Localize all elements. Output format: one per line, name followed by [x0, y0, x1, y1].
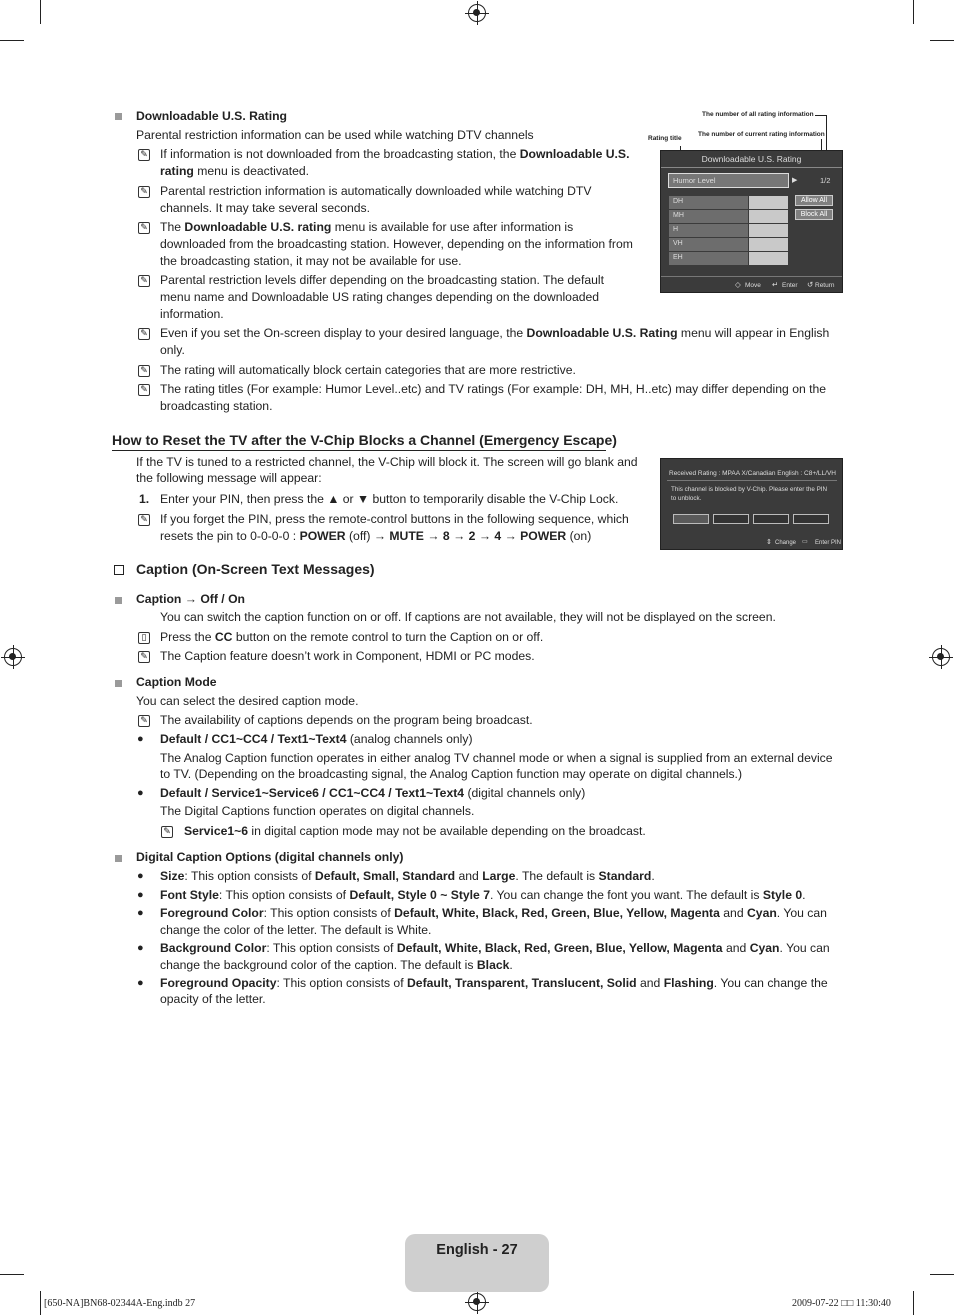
analog-caption-text: The Analog Caption function operates in either analog TV channel mode or when a signal is supplied from an external device [160, 751, 833, 765]
analog-caption-text-cont: to TV. (Depending on the broadcasting signal, the Analog Caption function may operate on digital channels.) [160, 767, 743, 781]
checkbox-icon [114, 565, 124, 575]
step-text: Enter your PIN, then press the ▲ or ▼ button to temporarily disable the V-Chip Lock. [160, 492, 619, 506]
rating-screen-header: Downloadable U.S. Rating [701, 154, 802, 164]
rating-note-7-cont: broadcasting station. [160, 399, 273, 413]
allow-all-button[interactable]: Allow All [795, 195, 833, 206]
option-background-color: Background Color: This option consists of Default, White, Black, Red, Green, Blue, Yellow, Magenta and Cyan. You can [160, 941, 830, 955]
note-icon: ✎ [138, 384, 150, 396]
component-note: The Caption feature doesn’t work in Component, HDMI or PC modes. [160, 649, 535, 663]
crop-mark [930, 40, 954, 41]
caption-mode-text: You can select the desired caption mode. [136, 694, 359, 708]
rating-cell-h: H [669, 224, 748, 237]
rating-note-5-cont: only. [160, 343, 185, 357]
crop-mark [0, 1274, 24, 1275]
footer-move: Move [745, 282, 761, 289]
blocked-message: This channel is blocked by V-Chip. Please enter the PIN [671, 486, 828, 493]
option-background-color-cont: change the background color of the caption. The default is Black. [160, 958, 513, 972]
rating-note-4: Parental restriction levels differ depending on the broadcasting station. The default [160, 273, 604, 287]
square-bullet-icon [115, 680, 122, 687]
step-number: 1. [139, 492, 150, 506]
rating-screen-divider [661, 167, 842, 168]
crop-mark [40, 0, 41, 24]
footer-enter-pin: Enter PIN [815, 540, 842, 546]
crop-mark [0, 40, 24, 41]
callout-all-ratings: The number of all rating information [702, 111, 814, 118]
received-rating: Received Rating : MPAA X/Canadian English : C8+/LL/VH [669, 470, 836, 477]
numpad-icon: ▭ [802, 539, 808, 545]
callout-rating-title: Rating title [648, 135, 682, 142]
rating-note-2-cont: channels. It may take several seconds. [160, 201, 371, 215]
rating-note-7: The rating titles (For example: Humor Level..etc) and TV ratings (For example: DH, MH, H..etc) may differ depending on the [160, 382, 827, 396]
vchip-heading-underline [112, 450, 606, 451]
option-foreground-opacity: Foreground Opacity: This option consists of Default, Transparent, Translucent, Solid and Flashing. You can change the [160, 976, 828, 990]
arrow-right-icon[interactable]: ▶ [792, 177, 798, 184]
remote-icon: ▯ [138, 632, 150, 644]
bullet-icon: ● [137, 870, 144, 882]
rating-lock-cell[interactable] [749, 252, 788, 265]
rating-note-5: Even if you set the On-screen display to your desired language, the Downloadable U.S. Rating menu will appear in English [160, 326, 830, 340]
registration-mark-icon [468, 1293, 486, 1311]
note-icon: ✎ [138, 365, 150, 377]
rating-lock-cell[interactable] [749, 210, 788, 223]
footer-change: Change [775, 540, 797, 546]
caption-onoff-text: You can switch the caption function on or off. If captions are not available, they will not be displayed on the screen. [160, 610, 776, 624]
pin-digit-3[interactable] [753, 514, 789, 524]
bullet-icon: ● [137, 942, 144, 954]
option-foreground-color: Foreground Color: This option consists of Default, White, Black, Red, Green, Blue, Yellow, Magenta and Cyan. You can [160, 906, 827, 920]
vchip-heading: How to Reset the TV after the V-Chip Blocks a Channel (Emergency Escape) [112, 432, 617, 448]
note-icon: ✎ [138, 222, 150, 234]
rating-cell-dh: DH [669, 196, 748, 209]
crop-mark [913, 1291, 914, 1315]
option-foreground-color-cont: change the color of the letter. The default is White. [160, 923, 432, 937]
option-foreground-opacity-cont: opacity of the letter. [160, 992, 266, 1006]
digital-caption-text: The Digital Captions function operates on digital channels. [160, 804, 475, 818]
crop-mark [913, 0, 914, 24]
rating-cell-eh: EH [669, 252, 748, 265]
digital-options-title: Digital Caption Options (digital channels only) [136, 850, 404, 864]
note-icon: ✎ [138, 275, 150, 287]
rating-note-2: Parental restriction information is automatically downloaded while watching DTV [160, 184, 592, 198]
rating-note-6: The rating will automatically block certain categories that are more restrictive. [160, 363, 576, 377]
rating-note-3: The Downloadable U.S. rating menu is available for use after information is [160, 220, 574, 234]
note-icon: ✎ [138, 149, 150, 161]
caption-mode-title: Caption Mode [136, 675, 217, 689]
block-all-button[interactable]: Block All [795, 209, 833, 220]
note-icon: ✎ [138, 715, 150, 727]
rating-lock-cell[interactable] [749, 238, 788, 251]
note-icon: ✎ [161, 826, 173, 838]
square-bullet-icon [115, 597, 122, 604]
rating-note-3-cont: downloaded from the broadcasting station. However, depending on the information from [160, 237, 633, 251]
bullet-icon: ● [137, 787, 144, 799]
bullet-icon: ● [137, 889, 144, 901]
rating-cell-mh: MH [669, 210, 748, 223]
option-font-style: Font Style: This option consists of Default, Style 0 ~ Style 7. You can change the font you want. The default is Style 0. [160, 888, 806, 902]
rating-note-4-cont: information. [160, 307, 224, 321]
callout-current-rating: The number of current rating information [698, 131, 825, 138]
registration-mark-icon [4, 648, 22, 666]
rating-screen [660, 150, 843, 293]
caption-mode-note: The availability of captions depends on the program being broadcast. [160, 713, 533, 727]
option-size: Size: This option consists of Default, Small, Standard and Large. The default is Standard. [160, 869, 655, 883]
crop-mark [930, 1274, 954, 1275]
footer-return: Return [815, 282, 835, 289]
analog-caption-option: Default / CC1~CC4 / Text1~Text4 (analog channels only) [160, 732, 473, 746]
footer-enter: Enter [782, 282, 798, 289]
pin-note: If you forget the PIN, press the remote-control buttons in the following sequence, which [160, 512, 629, 526]
rating-note-3-cont: the broadcasting station, it may not be available for use. [160, 254, 462, 268]
rating-note-1: If information is not downloaded from the broadcasting station, the Downloadable U.S. [160, 147, 630, 161]
blocked-message-cont: to unblock. [671, 495, 702, 502]
rating-cell-vh: VH [669, 238, 748, 251]
humor-level-label: Humor Level [673, 176, 716, 185]
bullet-icon: ● [137, 907, 144, 919]
note-icon: ✎ [138, 328, 150, 340]
caption-onoff-title: Caption → Off / On [136, 592, 245, 606]
note-icon: ✎ [138, 186, 150, 198]
pin-digit-1[interactable] [673, 514, 709, 524]
square-bullet-icon [115, 113, 122, 120]
bullet-icon: ● [137, 977, 144, 989]
print-date: 2009-07-22 □□ 11:30:40 [792, 1298, 891, 1309]
vchip-screen-divider [667, 480, 837, 481]
rating-lock-cell[interactable] [749, 196, 788, 209]
rating-page-counter: 1/2 [820, 176, 831, 185]
move-icon: ◇ [735, 280, 741, 289]
vchip-intro: If the TV is tuned to a restricted channel, the V-Chip will block it. The screen will go blank and [136, 455, 638, 469]
return-icon: ↺ [807, 280, 814, 289]
rating-section-title: Downloadable U.S. Rating [136, 109, 287, 123]
rating-screen-footer-divider [661, 276, 842, 277]
pin-sequence: resets the pin to 0-0-0-0 : POWER (off) → MUTE → 8 → 2 → 4 → POWER (on) [160, 529, 592, 543]
file-name: [650-NA]BN68-02344A-Eng.indb 27 [44, 1298, 196, 1309]
registration-mark-icon [468, 4, 486, 22]
updown-icon: ⇕ [766, 539, 772, 546]
enter-icon: ↵ [772, 280, 779, 289]
rating-note-4-cont: menu name and Downloadable US rating changes depending on the downloaded [160, 290, 600, 304]
bullet-icon: ● [137, 733, 144, 745]
page-number: English - 27 [436, 1242, 518, 1258]
pin-digit-2[interactable] [713, 514, 749, 524]
caption-heading: Caption (On-Screen Text Messages) [136, 561, 375, 577]
square-bullet-icon [115, 855, 122, 862]
digital-caption-option: Default / Service1~Service6 / CC1~CC4 / Text1~Text4 (digital channels only) [160, 786, 586, 800]
vchip-screen [660, 458, 843, 550]
crop-mark [40, 1291, 41, 1315]
note-icon: ✎ [138, 514, 150, 526]
rating-note-1-cont: rating menu is deactivated. [160, 164, 310, 178]
rating-lock-cell[interactable] [749, 224, 788, 237]
rating-intro: Parental restriction information can be used while watching DTV channels [136, 128, 534, 142]
registration-mark-icon [932, 648, 950, 666]
pin-digit-4[interactable] [793, 514, 829, 524]
service-note: Service1~6 in digital caption mode may not be available depending on the broadcast. [184, 824, 646, 838]
cc-note: Press the CC button on the remote control to turn the Caption on or off. [160, 630, 544, 644]
vchip-intro-cont: the following message will appear: [136, 471, 322, 485]
humor-level-row[interactable] [668, 173, 789, 188]
note-icon: ✎ [138, 651, 150, 663]
